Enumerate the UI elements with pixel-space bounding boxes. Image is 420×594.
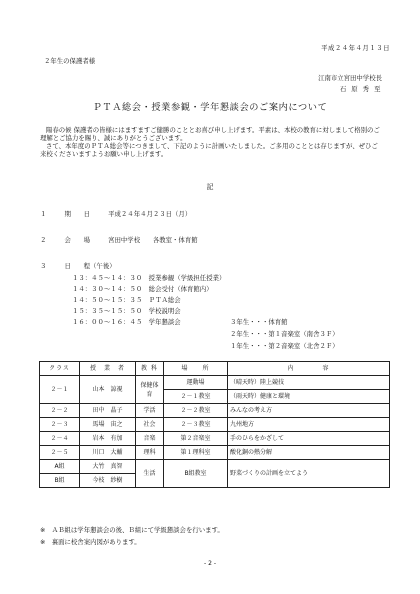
item-number: ３ xyxy=(40,262,47,270)
document-title: ＰＴＡ総会・授業参観・学年懇談会のご案内について xyxy=(92,102,328,113)
class-cell: A組 xyxy=(40,460,80,474)
grade-room: １年生・・・第２音楽室（北舎２Ｆ） xyxy=(230,342,339,350)
class-cell: ２－１ xyxy=(40,376,80,404)
sender-name: 石 原 秀 至 xyxy=(339,85,382,93)
content-cell: 野菜づくりの計画を立てよう xyxy=(228,460,390,488)
item-label: 日 程（午後） xyxy=(64,262,116,270)
teacher-cell: 田中 晶子 xyxy=(80,404,136,418)
content-cell: 九州地方 xyxy=(228,418,390,432)
subject-cell: 社会 xyxy=(136,418,164,432)
class-schedule-table xyxy=(39,361,390,488)
subject-cell: 理科 xyxy=(136,446,164,460)
table-row xyxy=(40,376,390,390)
item-number: ２ xyxy=(40,236,47,244)
teacher-cell: 川口 大輔 xyxy=(80,446,136,460)
grade-room: ３年生・・・体育館 xyxy=(230,318,288,326)
table-header-row xyxy=(40,362,390,376)
content-cell: （雨天時）健康と環境 xyxy=(228,390,390,404)
column-header: 授 業 者 xyxy=(80,362,136,376)
grade-room: ２年生・・・第１音楽室（南舎３Ｆ） xyxy=(230,330,339,338)
letter-body xyxy=(40,126,384,158)
table-row xyxy=(40,404,390,418)
place-cell: B組教室 xyxy=(164,460,228,488)
schedule-line: １４：５０〜１５：３５ ＰＴＡ総会 xyxy=(72,296,181,304)
table-row xyxy=(40,432,390,446)
content-cell: （晴天時）陸上競技 xyxy=(228,376,390,390)
content-cell: 手のひらをかざして xyxy=(228,432,390,446)
class-cell: B組 xyxy=(40,474,80,488)
subject-cell: 音楽 xyxy=(136,432,164,446)
column-header: 内 容 xyxy=(228,362,390,376)
subject-cell: 生活 xyxy=(136,460,164,488)
class-cell: ２－４ xyxy=(40,432,80,446)
item-value: 宮田中学校 各教室・体育館 xyxy=(108,236,198,244)
item-label: 会 場 xyxy=(64,236,91,244)
place-cell: ２－１教室 xyxy=(164,390,228,404)
table-row xyxy=(40,460,390,474)
place-cell: 運動場 xyxy=(164,376,228,390)
footnote: ※ 裏面に校舎案内図があります。 xyxy=(40,538,141,546)
letter-date: 平成２４年４月１３日 xyxy=(321,44,390,52)
page-number: - 2 - xyxy=(204,560,216,567)
subject-cell: 保健体育 xyxy=(136,376,164,404)
column-header: クラス xyxy=(40,362,80,376)
place-cell: 第２音楽室 xyxy=(164,432,228,446)
class-cell: ２－５ xyxy=(40,446,80,460)
item-schedule xyxy=(40,262,116,270)
place-cell: ２－２教室 xyxy=(164,404,228,418)
ki-heading: 記 xyxy=(206,183,214,191)
teacher-cell: 山本 諒視 xyxy=(80,376,136,404)
schedule-line: １５：３５〜１５：５０ 学校説明会 xyxy=(72,307,181,315)
teacher-cell: 今枝 紗樹 xyxy=(80,474,136,488)
footnote: ※ ＡＢ組は学年懇談会の後、Ｂ組にて学級懇談会を行います。 xyxy=(40,526,224,534)
item-label: 期 日 xyxy=(64,210,91,218)
place-cell: ２－３教室 xyxy=(164,418,228,432)
column-header: 場 所 xyxy=(164,362,228,376)
class-cell: ２－２ xyxy=(40,404,80,418)
class-cell: ２－３ xyxy=(40,418,80,432)
body-paragraph: 陽春の候 保護者の皆様にはますますご健勝のこととお喜び申し上げます。平素は、本校の教育に対しまして格別のご理解とご協力を賜り、誠にありがとうございます。 xyxy=(40,126,380,142)
schedule-line: １６：００〜１６：４５ 学年懇談会 xyxy=(72,318,181,326)
schedule-line: １４：３０〜１４：５０ 総会受付（体育館内） xyxy=(72,285,213,293)
teacher-cell: 大竹 真智 xyxy=(80,460,136,474)
teacher-cell: 岩本 有加 xyxy=(80,432,136,446)
item-value: 平成２４年４月２３日（月） xyxy=(108,210,192,218)
recipient: ２年生の保護者様 xyxy=(44,57,96,65)
table-row xyxy=(40,446,390,460)
place-cell: 第１理科室 xyxy=(164,446,228,460)
column-header: 教 科 xyxy=(136,362,164,376)
content-cell: 酸化銅の熱分解 xyxy=(228,446,390,460)
table-row xyxy=(40,418,390,432)
schedule-line: １３：４５〜１４：３０ 授業参観（学級担任授業） xyxy=(72,274,226,282)
subject-cell: 学活 xyxy=(136,404,164,418)
item-date xyxy=(40,210,191,218)
content-cell: みんなの考え方 xyxy=(228,404,390,418)
item-place xyxy=(40,236,198,244)
body-paragraph: さて、本年度のＰＴＡ総会等につきまして、下記のように計画いたしました。ご多用のこととは存じますが、ぜひご来校くださいますようお願い申し上げます。 xyxy=(40,142,378,158)
sender-organization: 江南市立宮田中学校長 xyxy=(318,74,382,82)
item-number: １ xyxy=(40,210,47,218)
teacher-cell: 馬場 宙之 xyxy=(80,418,136,432)
